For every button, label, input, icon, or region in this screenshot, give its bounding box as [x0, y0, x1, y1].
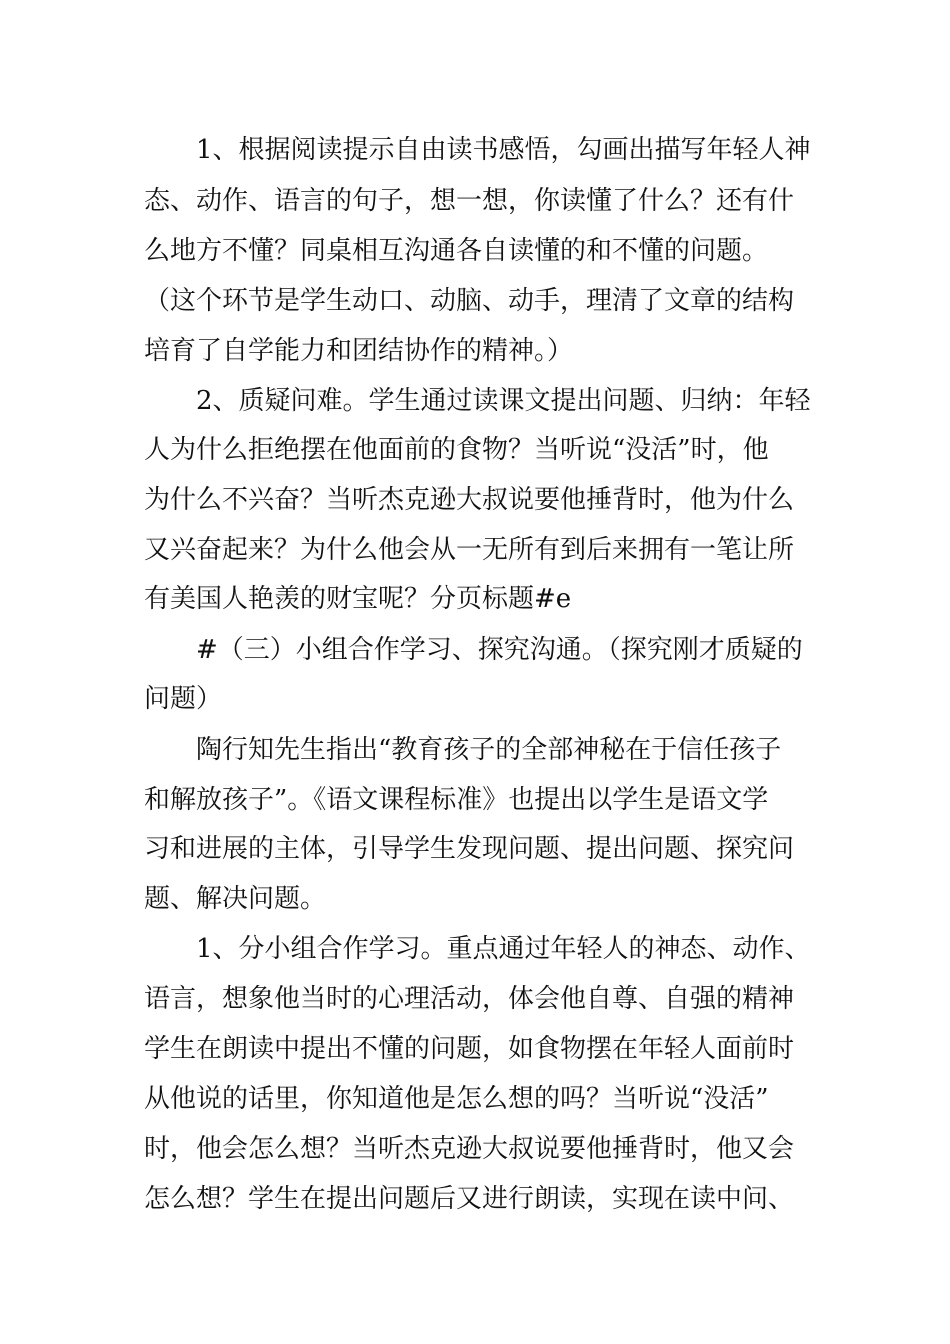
text-line: 学生在朗读中提出不懂的问题，如食物摆在年轻人面前时	[144, 1034, 795, 1064]
text-line: 习和进展的主体，引导学生发现问题、提出问题、探究问	[144, 834, 795, 864]
text-line: 2、质疑问难。学生通过读课文提出问题、归纳：年轻	[196, 386, 811, 416]
text-line: #（三）小组合作学习、探究沟通。（探究刚才质疑的	[196, 635, 803, 665]
text-line: 1、分小组合作学习。重点通过年轻人的神态、动作、	[196, 934, 811, 964]
text-line: 又兴奋起来？为什么他会从一无所有到后来拥有一笔让所	[144, 535, 795, 565]
text-line: 问题）	[144, 684, 223, 714]
text-line: 么地方不懂？同桌相互沟通各自读懂的和不懂的问题。	[144, 236, 769, 266]
text-line: 语言，想象他当时的心理活动，体会他自尊、自强的精神	[144, 984, 795, 1014]
text-line: 培育了自学能力和团结协作的精神。）	[144, 336, 574, 366]
text-line: 从他说的话里，你知道他是怎么想的吗？当听说“没活”	[144, 1084, 769, 1114]
text-line: （这个环节是学生动口、动脑、动手，理清了文章的结构	[144, 286, 795, 316]
text-line: 态、动作、语言的句子，想一想，你读懂了什么？还有什	[144, 186, 795, 216]
text-line: 时，他会怎么想？当听杰克逊大叔说要他捶背时，他又会	[144, 1134, 795, 1164]
text-line: 题、解决问题。	[144, 884, 327, 914]
text-line: 为什么不兴奋？当听杰克逊大叔说要他捶背时，他为什么	[144, 485, 795, 515]
text-line: 人为什么拒绝摆在他面前的食物？当听说“没活”时，他	[144, 435, 769, 465]
text-line: 和解放孩子”。《语文课程标准》也提出以学生是语文学	[144, 785, 769, 815]
text-line: 陶行知先生指出“教育孩子的全部神秘在于信任孩子	[196, 735, 782, 765]
text-line: 怎么想？学生在提出问题后又进行朗读，实现在读中问、	[144, 1184, 795, 1214]
text-line: 有美国人艳羡的财宝呢？分页标题#e	[144, 584, 572, 614]
text-line: 1、根据阅读提示自由读书感悟，勾画出描写年轻人神	[196, 135, 811, 165]
